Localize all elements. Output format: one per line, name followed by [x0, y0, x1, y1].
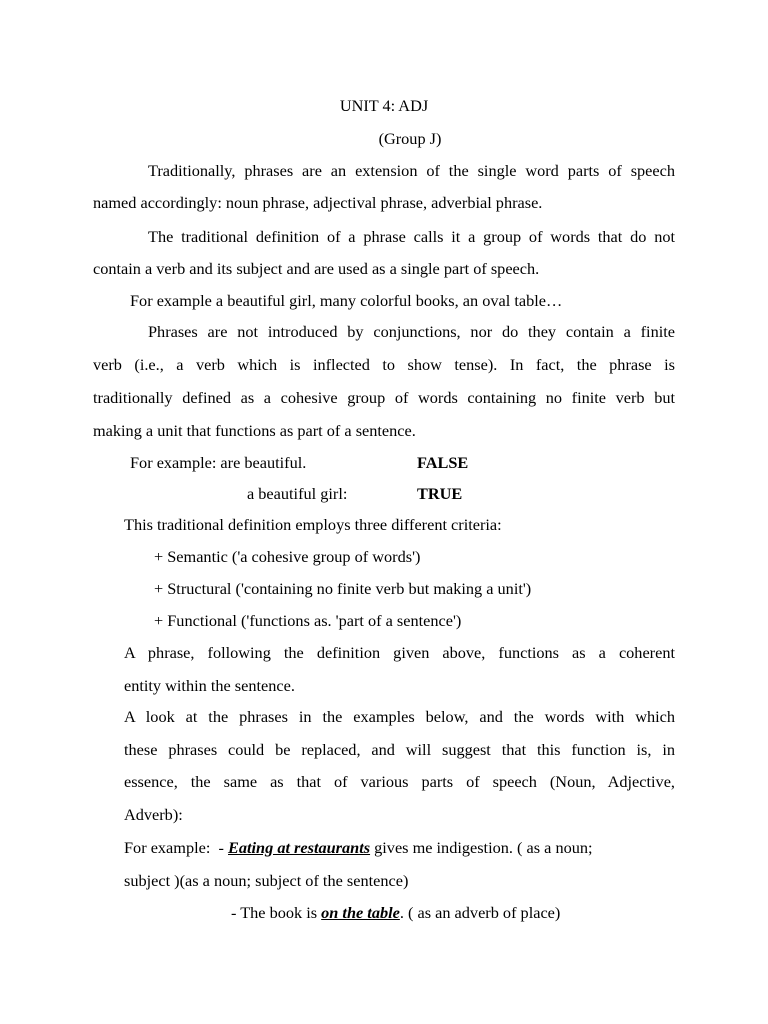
example3-line2: subject )(as a noun; subject of the sentence) — [124, 871, 409, 890]
criteria-item: + Semantic ('a cohesive group of words') — [154, 547, 421, 566]
para2-line2: contain a verb and its subject and are used as a single part of speech. — [93, 259, 540, 278]
group-label: (Group J) — [378, 129, 442, 148]
para2-line1: The traditional definition of a phrase calls it a group of words that do not — [148, 227, 675, 246]
para1-line2: named accordingly: noun phrase, adjectival phrase, adverbial phrase. — [93, 193, 543, 212]
para3-line1: Phrases are not introduced by conjunctions, nor do they contain a finite — [148, 322, 675, 341]
para4-line2: entity within the sentence. — [124, 676, 295, 695]
para5-line1: A look at the phrases in the examples below, and the words with which — [124, 707, 675, 726]
example1-line: For example a beautiful girl, many colorful books, an oval table… — [130, 291, 563, 310]
example2-row2-text: a beautiful girl: — [247, 484, 348, 503]
para4-line1: A phrase, following the definition given above, functions as a coherent — [124, 643, 675, 662]
criteria-item: + Functional ('functions as. 'part of a sentence') — [154, 611, 462, 630]
para3-line3: traditionally defined as a cohesive group of words containing no finite verb but — [93, 388, 675, 407]
example3-lead: For example: - — [124, 838, 228, 857]
unit-title: UNIT 4: ADJ — [339, 96, 429, 115]
example3-line3-rest: . ( as an adverb of place) — [399, 903, 561, 922]
criteria-intro: This traditional definition employs three different criteria: — [124, 515, 502, 534]
example3-line3-lead: - The book is — [231, 903, 322, 922]
example3-line3 — [231, 903, 560, 923]
para3-line2: verb (i.e., a verb which is inflected to show tense). In fact, the phrase is — [93, 355, 675, 374]
example3-emphasized-phrase: Eating at restaurants — [228, 838, 371, 857]
para5-line4: Adverb): — [124, 805, 183, 824]
example3-rest: gives me indigestion. ( as a noun; — [370, 838, 593, 857]
para1-line1: Traditionally, phrases are an extension of the single word parts of speech — [148, 161, 675, 180]
criteria-item: + Structural ('containing no finite verb but making a unit') — [154, 579, 532, 598]
example2-row1-text: For example: are beautiful. — [130, 453, 307, 472]
para3-line4: making a unit that functions as part of a sentence. — [93, 421, 416, 440]
example2-row1-verdict: FALSE — [417, 453, 469, 472]
para5-line3: essence, the same as that of various parts of speech (Noun, Adjective, — [124, 772, 675, 791]
example3-line1 — [124, 838, 675, 858]
para5-line2: these phrases could be replaced, and will suggest that this function is, in — [124, 740, 675, 759]
example2-row2-verdict: TRUE — [417, 484, 463, 503]
example3-line3-emphasized-phrase: on the table — [321, 903, 400, 922]
